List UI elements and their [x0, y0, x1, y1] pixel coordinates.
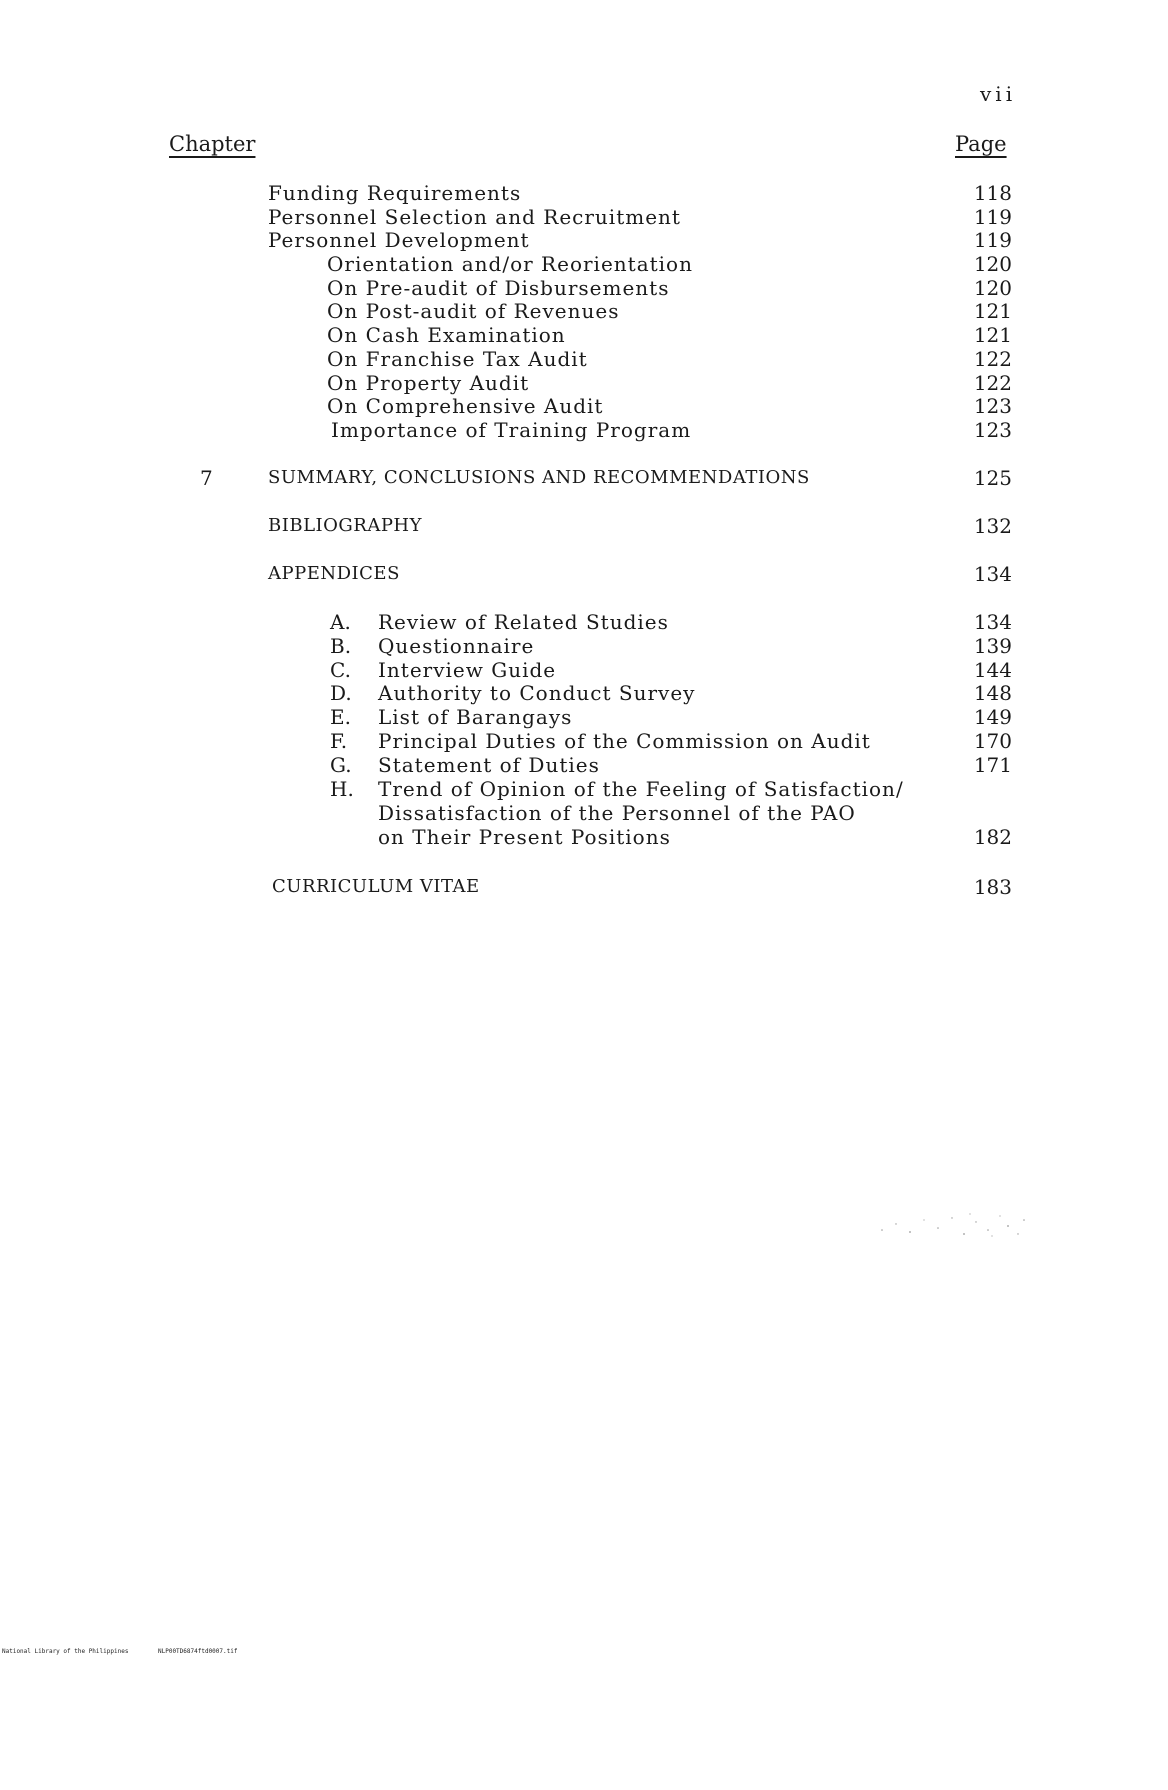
toc-entry-page: 120 — [973, 252, 1012, 276]
appendix-page: 149 — [973, 705, 1012, 729]
chapter-column-header: Chapter — [169, 132, 256, 156]
toc-entry-title: Orientation and/or Reorientation — [327, 252, 693, 276]
toc-entry-page: 119 — [973, 228, 1012, 252]
bibliography-title: BIBLIOGRAPHY — [268, 515, 423, 536]
appendices-title: APPENDICES — [268, 563, 400, 584]
appendix-letter: D. — [330, 681, 352, 705]
appendix-page: 139 — [973, 634, 1012, 658]
toc-entry-page: 119 — [973, 205, 1012, 229]
page-column-header: Page — [955, 132, 1007, 156]
toc-entry-page: 120 — [973, 276, 1012, 300]
toc-entry-page: 123 — [973, 418, 1012, 442]
appendix-page: 148 — [973, 681, 1012, 705]
toc-entry-page: 121 — [973, 323, 1012, 347]
bibliography-page: 132 — [973, 514, 1012, 538]
appendix-letter: E. — [330, 705, 351, 729]
appendix-page: 134 — [973, 610, 1012, 634]
appendix-page: 144 — [973, 658, 1012, 682]
appendix-letter: B. — [330, 634, 352, 658]
appendix-title: List of Barangays — [378, 705, 573, 729]
toc-entry-title: Importance of Training Program — [331, 418, 692, 442]
appendix-title-line: on Their Present Positions — [378, 825, 671, 849]
appendix-title-line: Dissatisfaction of the Personnel of the PAO — [378, 801, 856, 825]
chapter-page: 125 — [973, 466, 1012, 490]
chapter-number: 7 — [200, 466, 213, 490]
appendix-letter: F. — [330, 729, 348, 753]
appendix-title-line: Trend of Opinion of the Feeling of Satisfaction/ — [378, 777, 904, 801]
toc-entry-title: On Franchise Tax Audit — [327, 347, 588, 371]
scan-noise — [872, 1210, 1032, 1240]
toc-entry-title: Personnel Selection and Recruitment — [268, 205, 681, 229]
appendix-letter: H. — [330, 777, 354, 801]
appendix-title: Review of Related Studies — [378, 610, 669, 634]
appendix-title: Authority to Conduct Survey — [378, 681, 696, 705]
footer-library-name: National Library of the Philippines — [2, 1648, 129, 1655]
appendices-page: 134 — [973, 562, 1012, 586]
toc-entry-title: Personnel Development — [268, 228, 530, 252]
curriculum-vitae-page: 183 — [973, 875, 1012, 899]
toc-entry-title: On Pre-audit of Disbursements — [327, 276, 670, 300]
toc-entry-title: On Post-audit of Revenues — [327, 299, 620, 323]
toc-entry-page: 123 — [973, 394, 1012, 418]
toc-entry-title: On Comprehensive Audit — [327, 394, 604, 418]
toc-entry-title: On Property Audit — [327, 371, 530, 395]
page-number: vii — [980, 82, 1017, 106]
appendix-page: 170 — [973, 729, 1012, 753]
toc-entry-page: 121 — [973, 299, 1012, 323]
appendix-title: Questionnaire — [378, 634, 535, 658]
appendix-title: Statement of Duties — [378, 753, 600, 777]
chapter-title: SUMMARY, CONCLUSIONS AND RECOMMENDATIONS — [268, 467, 810, 488]
appendix-page: 182 — [973, 825, 1012, 849]
appendix-letter: C. — [330, 658, 351, 682]
appendix-title: Principal Duties of the Commission on Audit — [378, 729, 871, 753]
footer-file-name: NLP00TD6874ftd0007.tif — [158, 1648, 238, 1655]
appendix-letter: G. — [330, 753, 352, 777]
appendix-page: 171 — [973, 753, 1012, 777]
toc-entry-title: Funding Requirements — [268, 181, 522, 205]
toc-entry-page: 122 — [973, 371, 1012, 395]
appendix-title: Interview Guide — [378, 658, 557, 682]
toc-entry-page: 118 — [973, 181, 1012, 205]
appendix-letter: A. — [330, 610, 351, 634]
toc-entry-title: On Cash Examination — [327, 323, 566, 347]
curriculum-vitae-title: CURRICULUM VITAE — [272, 876, 480, 897]
toc-entry-page: 122 — [973, 347, 1012, 371]
